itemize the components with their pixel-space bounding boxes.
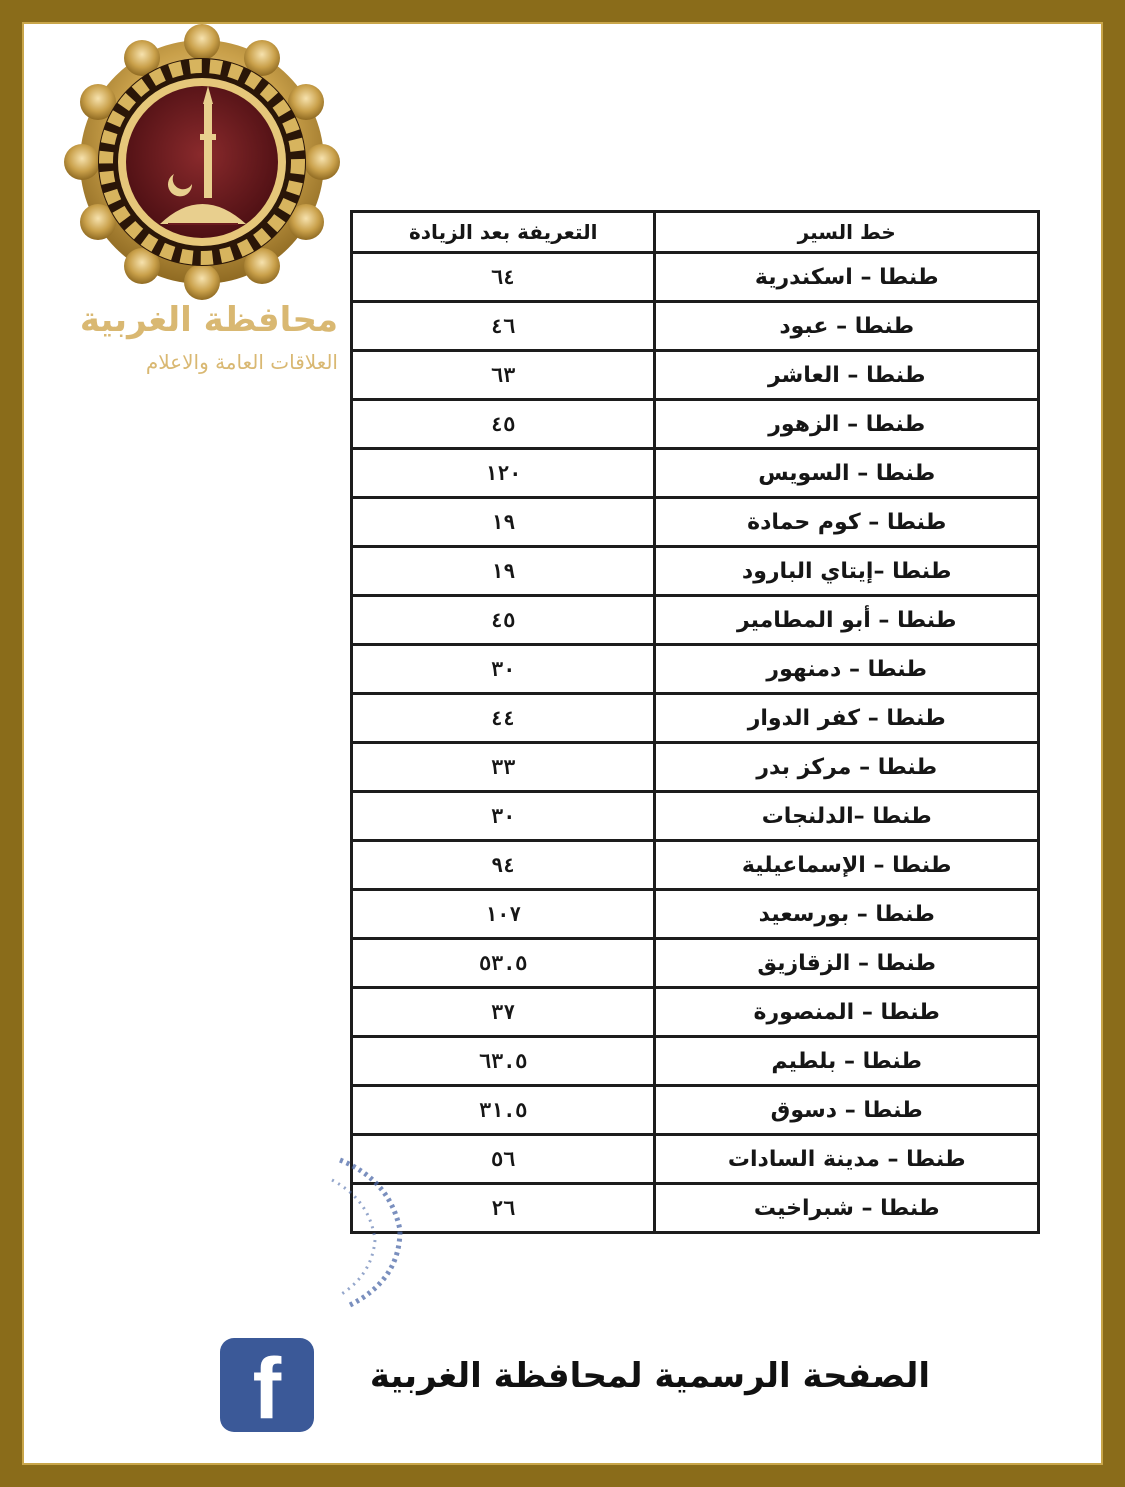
table-row — [352, 645, 1039, 694]
fare-cell: ٥٦ — [352, 1135, 655, 1184]
table-row — [352, 253, 1039, 302]
table-row — [352, 1184, 1039, 1233]
route-cell: طنطا – أبو المطامير — [655, 596, 1039, 645]
route-cell: طنطا – مدينة السادات — [655, 1135, 1039, 1184]
table-row — [352, 596, 1039, 645]
fare-cell: ١٢٠ — [352, 449, 655, 498]
route-cell: طنطا – شبراخيت — [655, 1184, 1039, 1233]
brand-title: محافظة الغربية — [79, 300, 338, 340]
route-cell: طنطا – دمنهور — [655, 645, 1039, 694]
table-row — [352, 302, 1039, 351]
table-row — [352, 939, 1039, 988]
route-cell: طنطا – بلطيم — [655, 1037, 1039, 1086]
fare-cell: ٦٤ — [352, 253, 655, 302]
facebook-icon[interactable] — [220, 1338, 314, 1437]
fare-cell: ٤٥ — [352, 596, 655, 645]
table-row — [352, 988, 1039, 1037]
brand-subtitle: العلاقات العامة والاعلام — [145, 350, 338, 374]
route-cell: طنطا – العاشر — [655, 351, 1039, 400]
table-row — [352, 547, 1039, 596]
route-cell: طنطا – كفر الدوار — [655, 694, 1039, 743]
route-column-header: خط السير — [655, 212, 1039, 253]
route-cell: طنطا –الدلنجات — [655, 792, 1039, 841]
fare-cell: ٤٤ — [352, 694, 655, 743]
table-row — [352, 351, 1039, 400]
table-row — [352, 400, 1039, 449]
fare-cell: ١٩ — [352, 498, 655, 547]
route-cell: طنطا – مركز بدر — [655, 743, 1039, 792]
fare-table — [350, 210, 1040, 1234]
table-row — [352, 743, 1039, 792]
route-cell: طنطا – بورسعيد — [655, 890, 1039, 939]
route-cell: طنطا – الزقازيق — [655, 939, 1039, 988]
fare-cell: ٦٣.٥ — [352, 1037, 655, 1086]
route-cell: طنطا – المنصورة — [655, 988, 1039, 1037]
fare-cell: ٦٣ — [352, 351, 655, 400]
fare-cell: ٣٠ — [352, 645, 655, 694]
fare-cell: ٤٥ — [352, 400, 655, 449]
table-row — [352, 792, 1039, 841]
route-cell: طنطا – دسوق — [655, 1086, 1039, 1135]
fare-cell: ٣٣ — [352, 743, 655, 792]
fare-cell: ٥٣.٥ — [352, 939, 655, 988]
official-stamp-mark — [330, 1150, 440, 1310]
fare-cell: ١٩ — [352, 547, 655, 596]
governorate-emblem-logo — [64, 24, 340, 300]
table-row — [352, 1037, 1039, 1086]
table-row — [352, 890, 1039, 939]
facebook-glyph: f — [252, 1341, 282, 1437]
table-header-row — [352, 212, 1039, 253]
table-row — [352, 1086, 1039, 1135]
route-cell: طنطا – الزهور — [655, 400, 1039, 449]
fare-column-header: التعريفة بعد الزيادة — [352, 212, 655, 253]
route-cell: طنطا – الإسماعيلية — [655, 841, 1039, 890]
route-cell: طنطا –إيتاي البارود — [655, 547, 1039, 596]
fare-cell: ٣٧ — [352, 988, 655, 1037]
table-row — [352, 694, 1039, 743]
table-row — [352, 498, 1039, 547]
fare-cell: ٣١.٥ — [352, 1086, 655, 1135]
route-cell: طنطا – السويس — [655, 449, 1039, 498]
fare-cell: ٤٦ — [352, 302, 655, 351]
route-cell: طنطا – كوم حمادة — [655, 498, 1039, 547]
route-cell: طنطا – عبود — [655, 302, 1039, 351]
fare-cell: ٢٦ — [352, 1184, 655, 1233]
route-cell: طنطا – اسكندرية — [655, 253, 1039, 302]
fare-cell: ٩٤ — [352, 841, 655, 890]
table-row — [352, 1135, 1039, 1184]
fare-cell: ١٠٧ — [352, 890, 655, 939]
table-row — [352, 841, 1039, 890]
official-page-label[interactable]: الصفحة الرسمية لمحافظة الغربية — [369, 1356, 930, 1396]
table-row — [352, 449, 1039, 498]
fare-cell: ٣٠ — [352, 792, 655, 841]
